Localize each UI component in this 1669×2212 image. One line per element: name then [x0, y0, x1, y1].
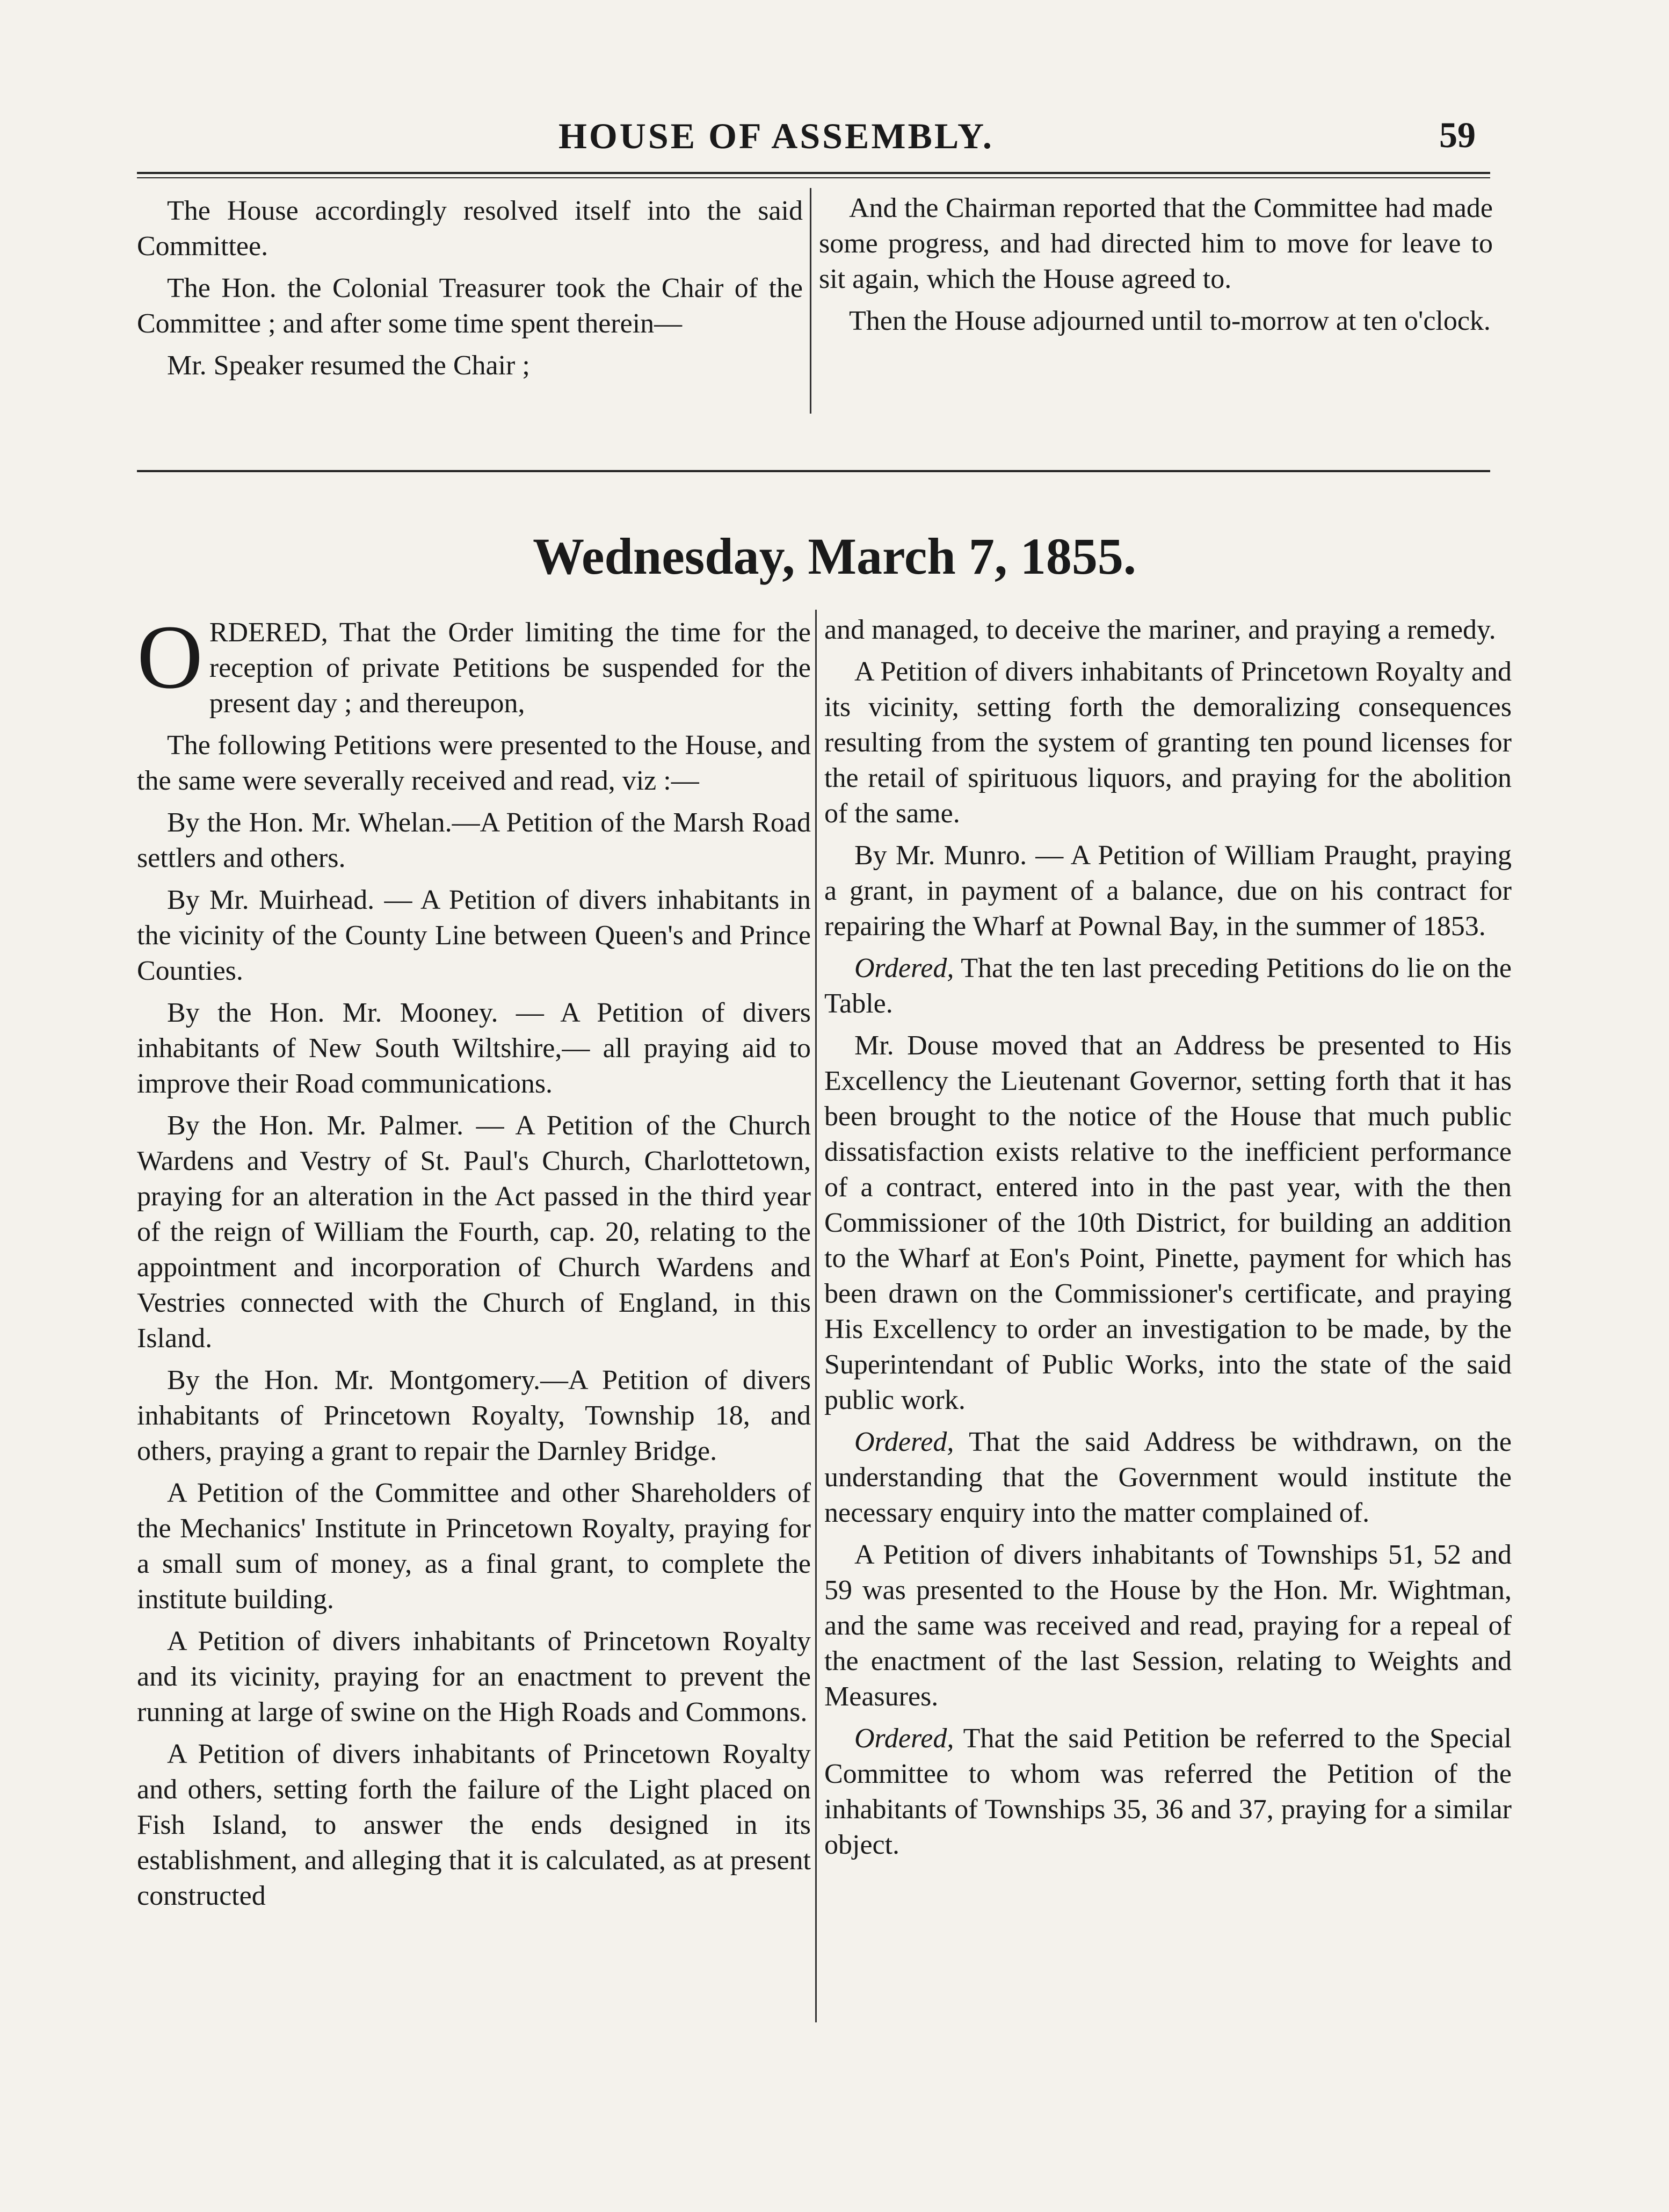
paragraph: By the Hon. Mr. Whelan.—A Petition of the Marsh Road settlers and others. — [137, 807, 811, 873]
ordered-label: Ordered, — [854, 1723, 954, 1754]
ordered-label: Ordered, — [854, 1427, 954, 1457]
paragraph: By the Hon. Mr. Palmer. — A Petition of the Church Wardens and Vestry of St. Paul's Church, Charlottetown, praying for an alteration in the Act passed in the third year of the reign of William the Fourth, cap. 20, relating to the appointment and incorporation of Church Wardens and Vestries connected with the Church of England, in this Island. — [137, 1110, 811, 1354]
header-rule — [137, 172, 1490, 174]
top-left-column — [137, 193, 803, 390]
top-column-divider — [810, 188, 811, 414]
date-heading: Wednesday, March 7, 1855. — [533, 527, 1136, 585]
ordered-text: That the ten last preceding Petitions do lie on the Table. — [824, 953, 1512, 1019]
paragraph: A Petition of divers inhabitants of Princetown Royalty and its vicinity, praying for an enactment to prevent the running at large of swine on the High Roads and Commons. — [137, 1626, 811, 1727]
paragraph: The following Petitions were presented to the House, and the same were severally received and read, viz :— — [137, 730, 811, 796]
paragraph: Mr. Speaker resumed the Chair ; — [167, 350, 530, 381]
paragraph: A Petition of divers inhabitants of Princetown Royalty and others, setting forth the failure of the Light placed on Fish Island, to answer the ends designed in its establishment, and alleging that it is calculated, as at present constructed — [137, 1739, 811, 1911]
body-left-column — [137, 606, 811, 1920]
paragraph: The House accordingly resolved itself into the said Committee. — [137, 196, 803, 262]
running-header-title: HOUSE OF ASSEMBLY. — [558, 115, 994, 156]
ordered-paragraph — [824, 951, 1512, 1022]
opening-word: RDERED, — [209, 617, 328, 648]
page-number: 59 — [1439, 114, 1476, 155]
paragraph: By the Hon. Mr. Montgomery.—A Petition of divers inhabitants of Princetown Royalty, Township 18, and others, praying a grant to repair the Darnley Bridge. — [137, 1365, 811, 1466]
paragraph: The Hon. the Colonial Treasurer took the Chair of the Committee ; and after some time spent therein— — [137, 273, 803, 339]
top-right-column — [819, 191, 1493, 345]
ordered-paragraph — [824, 1721, 1512, 1863]
ordered-text: That the said Petition be referred to the Special Committee to whom was referred the Petition of the inhabitants of Townships 35, 36 and 37, praying for a similar object. — [824, 1723, 1512, 1860]
opening-paragraph — [137, 606, 811, 721]
ordered-label: Ordered, — [854, 953, 954, 984]
drop-cap: O — [137, 606, 203, 707]
paragraph: Mr. Douse moved that an Address be presented to His Excellency the Lieutenant Governor, setting forth that it has been brought to the notice of the House that much public dissatisfaction exists relative to the inefficient performance of a contract, entered into in the past year, with the then Commissioner of the 10th District, for building an addition to the Wharf at Eon's Point, Pinette, payment for which has been drawn on the Commissioner's certificate, and praying His Excellency to order an investigation to be made, by the Superintendant of Public Works, into the state of the said public work. — [824, 1030, 1512, 1415]
paragraph: A Petition of the Committee and other Shareholders of the Mechanics' Institute in Princetown Royalty, praying for a small sum of money, as a final grant, to complete the institute building. — [137, 1478, 811, 1615]
header-rule-thin — [137, 177, 1490, 178]
paragraph: And the Chairman reported that the Committee had made some progress, and had directed him to move for leave to sit again, which the House agreed to. — [819, 193, 1493, 294]
paragraph: A Petition of divers inhabitants of Townships 51, 52 and 59 was presented to the House by the Hon. Mr. Wightman, and the same was received and read, praying for a repeal of the enactment of the last Session, relating to Weights and Measures. — [824, 1539, 1512, 1712]
body-right-column — [824, 612, 1512, 1869]
body-column-divider — [815, 610, 817, 2022]
paragraph: A Petition of divers inhabitants of Princetown Royalty and its vicinity, setting forth the demoralizing consequences resulting from the system of granting ten pound licenses for the retail of spirituous liquors, and praying for the abolition of the same. — [824, 656, 1512, 829]
paragraph: By Mr. Munro. — A Petition of William Praught, praying a grant, in payment of a balance, due on his contract for repairing the Wharf at Pownal Bay, in the summer of 1853. — [824, 840, 1512, 942]
paragraph: By the Hon. Mr. Mooney. — A Petition of divers inhabitants of New South Wiltshire,— all praying aid to improve their Road communications. — [137, 997, 811, 1099]
paragraph-continued: and managed, to deceive the mariner, and praying a remedy. — [824, 615, 1496, 645]
paragraph: Then the House adjourned until to-morrow at ten o'clock. — [849, 306, 1491, 336]
paragraph: By Mr. Muirhead. — A Petition of divers inhabitants in the vicinity of the County Line between Queen's and Prince Counties. — [137, 885, 811, 986]
opening-text: That the Order limiting the time for the reception of private Petitions be suspended for the present day ; and thereupon, — [209, 617, 811, 719]
ordered-text: That the said Address be withdrawn, on the understanding that the Government would institute the necessary enquiry into the matter complained of. — [824, 1427, 1512, 1528]
ordered-paragraph — [824, 1425, 1512, 1531]
section-rule — [137, 470, 1490, 472]
